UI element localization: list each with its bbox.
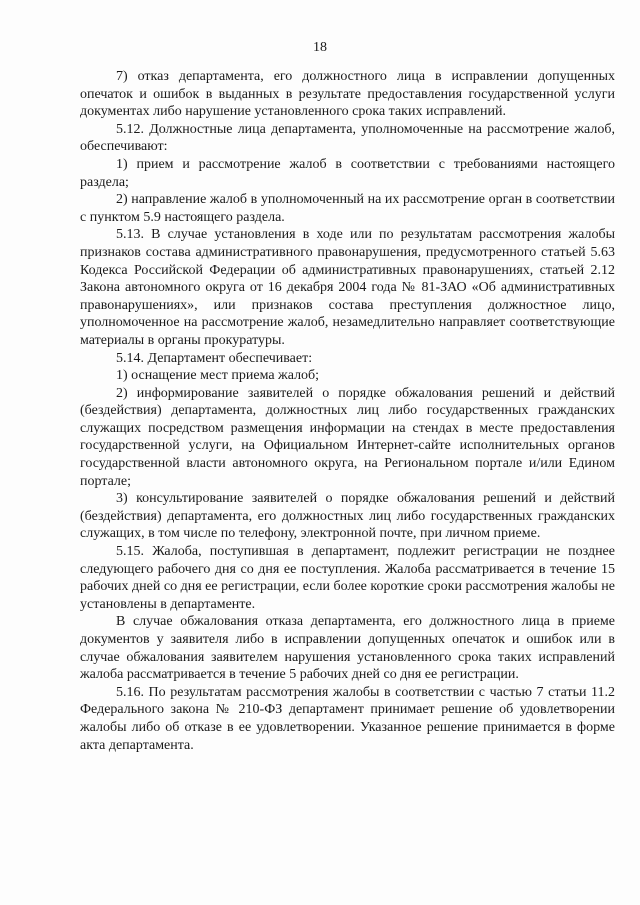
paragraph-5-14-item-3: 3) консультирование заявителей о порядке обжалования решений и действий (бездействия) департамента, его должностных лиц либо государственных гражданских служащих, в том числе по телефону, электронной почте, при личном приеме. xyxy=(80,491,615,542)
paragraph-5-16: 5.16. По результатам рассмотрения жалобы в соответствии с частью 7 статьи 11.2 Федерального закона № 210-ФЗ департамент принимает решение об удовлетворении жалобы либо об отказе в ее удовлетворении. Указанное решение принимается в форме акта департамента. xyxy=(80,684,615,753)
paragraph-5-14-item-2: 2) информирование заявителей о порядке обжалования решений и действий (бездействия) департамента, должностных лиц либо государственных гражданских служащих посредством размещения информации на стендах в месте предоставления государственной услуги, на Официальном Интернет-сайте исполнительных органов государственной власти автономного округа, на Региональном портале и/или Едином портале; xyxy=(80,385,615,489)
paragraph-5-12: 5.12. Должностные лица департамента, уполномоченные на рассмотрение жалоб, обеспечивают: xyxy=(80,121,615,155)
paragraph-5-15: 5.15. Жалоба, поступившая в департамент, подлежит регистрации не позднее следующего рабочего дня со дня ее поступления. Жалоба рассматривается в течение 15 рабочих дней со дня ее регистрации, если более короткие сроки рассмотрения жалобы не установлены в департаменте. xyxy=(80,544,615,612)
page-number: 18 xyxy=(313,40,327,55)
document-body xyxy=(80,68,615,754)
paragraph-5-14-item-1: 1) оснащение мест приема жалоб; xyxy=(116,368,320,384)
paragraph-5-14: 5.14. Департамент обеспечивает: xyxy=(116,350,313,366)
paragraph-5-15-cont: В случае обжалования отказа департамента, его должностного лица в приеме документов у заявителя либо в исправлении допущенных опечаток и ошибок или в случае обжалования заявителем нарушения установленного срока таких исправлений жалоба рассматривается в течение 5 рабочих дней со дня ее регистрации. xyxy=(80,614,615,683)
paragraph-5-12-item-1: 1) прием и рассмотрение жалоб в соответствии с требованиями настоящего раздела; xyxy=(80,156,615,190)
paragraph-5-12-item-2: 2) направление жалоб в уполномоченный на их рассмотрение орган в соответствии с пунктом 5.9 настоящего раздела. xyxy=(80,192,615,225)
paragraph-item-7: 7) отказ департамента, его должностного лица в исправлении допущенных опечаток и ошибок в выданных в результате предоставления государственной услуги документах либо нарушение установленного срока таких исправлений. xyxy=(80,69,615,120)
paragraph-5-13: 5.13. В случае установления в ходе или по результатам рассмотрения жалобы признаков состава административного правонарушения, предусмотренного статьей 5.63 Кодекса Российской Федерации об административных правонарушениях, статьей 2.12 Закона автономного округа от 16 декабря 2004 года № 81-ЗАО «Об административных правонарушениях», или признаков состава преступления должностное лицо, уполномоченное на рассмотрение жалоб, незамедлительно направляет соответствующие материалы в органы прокуратуры. xyxy=(80,227,615,348)
